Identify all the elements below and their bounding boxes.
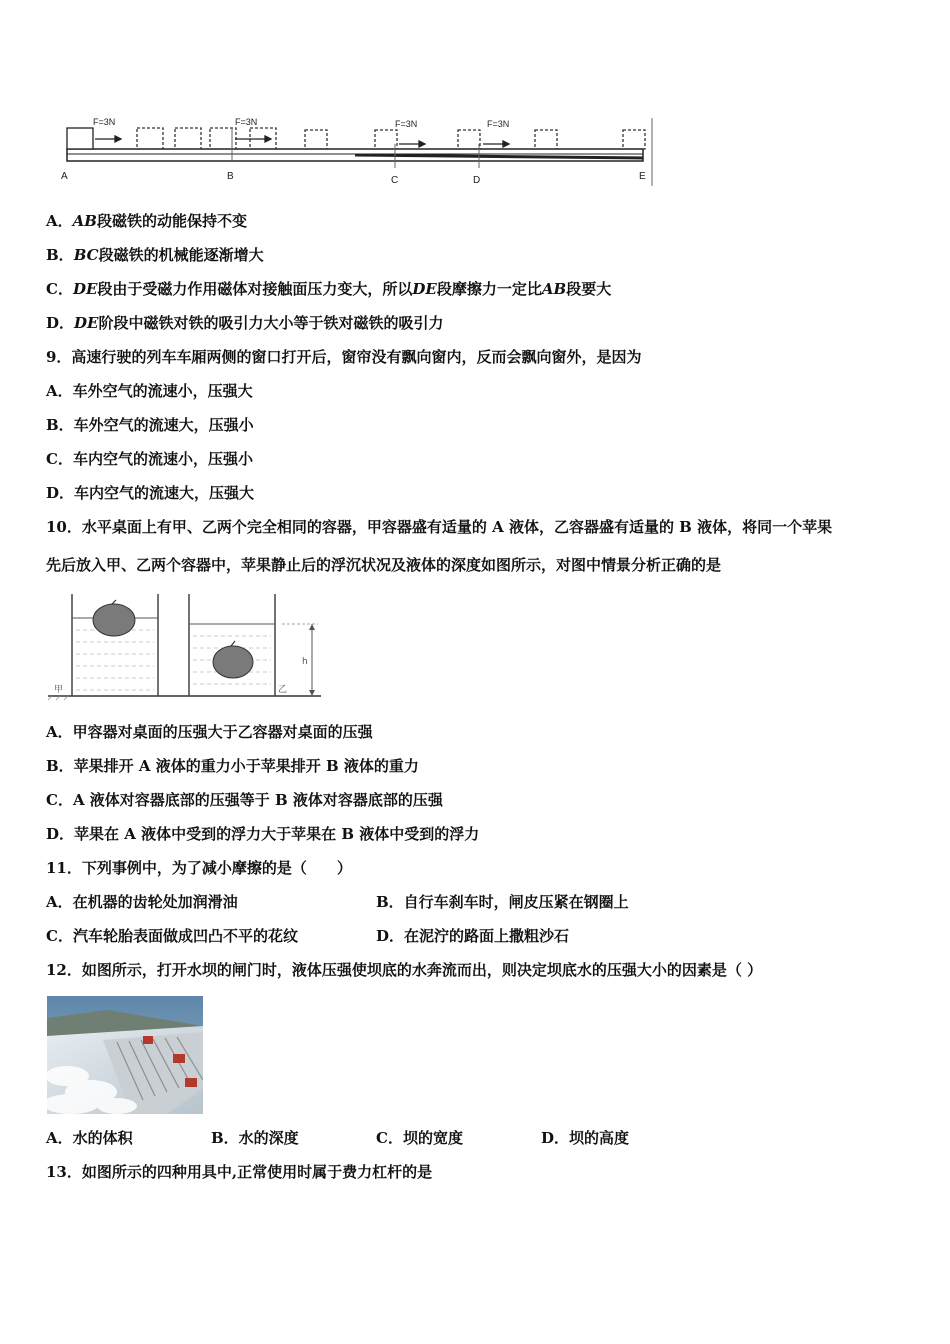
q12-option-b[interactable]: B．水的深度 (211, 1129, 299, 1147)
apple-containers-figure (46, 590, 326, 705)
q10-option-d[interactable]: D．苹果在 A 液体中受到的浮力大于苹果在 B 液体中受到的浮力 (46, 825, 480, 843)
q9-option-c[interactable]: C．车内空气的流速小，压强小 (46, 450, 253, 468)
container-label-right: 乙 (278, 685, 288, 695)
force-label-3: F=3N (395, 119, 418, 129)
q9-option-b[interactable]: B．车外空气的流速大，压强小 (46, 416, 254, 434)
q10-option-c[interactable]: C．A 液体对容器底部的压强等于 B 液体对容器底部的压强 (46, 791, 443, 809)
dam-photo (47, 996, 203, 1114)
force-label-4: F=3N (487, 119, 510, 129)
q9-option-d[interactable]: D．车内空气的流速大，压强大 (46, 484, 255, 502)
q12-option-a[interactable]: A．水的体积 (46, 1129, 133, 1147)
q12-stem: 12．如图所示，打开水坝的闸门时，液体压强使坝底的水奔流而出，则决定坝底水的压强大小的因素是（ ） (46, 961, 763, 979)
q10-stem-line2: 先后放入甲、乙两个容器中，苹果静止后的浮沉状况及液体的深度如图所示，对图中情景分析正确的是 (46, 556, 722, 574)
q11-option-a[interactable]: A．在机器的齿轮处加润滑油 (46, 893, 238, 911)
q10-stem-line1: 10．水平桌面上有甲、乙两个完全相同的容器，甲容器盛有适量的 A 液体，乙容器盛有适量的 B 液体，将同一个苹果 (46, 518, 833, 536)
q9-stem: 9．高速行驶的列车车厢两侧的窗口打开后，窗帘没有飘向窗内，反而会飘向窗外，是因为 (46, 348, 642, 366)
magnet-track-figure (55, 110, 665, 190)
point-label-c: C (391, 175, 399, 186)
depth-label: h (302, 657, 308, 667)
q11-option-c[interactable]: C．汽车轮胎表面做成凹凸不平的花纹 (46, 927, 298, 945)
q11-stem: 11．下列事例中，为了减小摩擦的是（ ） (46, 859, 352, 877)
q12-option-c[interactable]: C．坝的宽度 (376, 1129, 463, 1147)
q8-option-d[interactable]: D．DE阶段中磁铁对铁的吸引力大小等于铁对磁铁的吸引力 (46, 314, 444, 332)
point-label-d: D (473, 175, 481, 186)
force-label-2: F=3N (235, 117, 258, 127)
q10-option-b[interactable]: B．苹果排开 A 液体的重力小于苹果排开 B 液体的重力 (46, 757, 419, 775)
q9-option-a[interactable]: A．车外空气的流速小，压强大 (46, 382, 253, 400)
q8-option-c[interactable]: C．DE段由于受磁力作用磁体对接触面压力变大，所以DE段摩擦力一定比AB段要大 (46, 280, 612, 298)
q13-stem: 13．如图所示的四种用具中,正常使用时属于费力杠杆的是 (46, 1163, 433, 1181)
point-label-a: A (61, 171, 68, 182)
q11-option-b[interactable]: B．自行车刹车时，闸皮压紧在钢圈上 (376, 893, 629, 911)
q12-option-d[interactable]: D．坝的高度 (541, 1129, 630, 1147)
q8-option-a[interactable]: A．AB段磁铁的动能保持不变 (46, 212, 247, 230)
point-label-b: B (227, 171, 234, 182)
point-label-e: E (639, 171, 646, 182)
force-label-1: F=3N (93, 117, 116, 127)
q10-option-a[interactable]: A．甲容器对桌面的压强大于乙容器对桌面的压强 (46, 723, 373, 741)
container-label-left: 甲 (54, 685, 64, 695)
q11-option-d[interactable]: D．在泥泞的路面上撒粗沙石 (376, 927, 570, 945)
q8-option-b[interactable]: B．BC段磁铁的机械能逐渐增大 (46, 246, 264, 264)
